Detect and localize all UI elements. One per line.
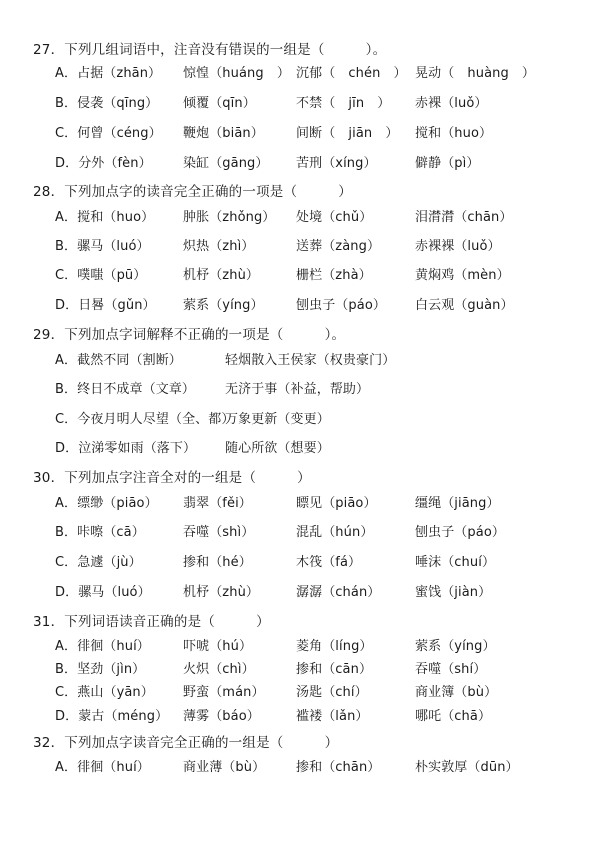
option-word: 刨虫子（páo）: [296, 298, 386, 313]
option-word: 不禁（ jīn ）: [296, 96, 391, 111]
option-word: 瞟见（piāo）: [296, 496, 377, 511]
option-word: 朴实敦厚（dūn）: [415, 760, 519, 775]
option-word: 翡翠（fěi）: [183, 496, 252, 511]
option-word: 掺和（hé）: [183, 555, 252, 570]
question-title: 32．下列加点字读音完全正确的一组是（ ）: [33, 735, 339, 751]
option-word: 机杼（zhù）: [183, 268, 260, 283]
option-word: 鞭炮（biān）: [183, 126, 264, 141]
question-title: 28．下列加点字的读音完全正确的一项是（ ）: [33, 184, 352, 200]
option-word: 间断（ jiān ）: [296, 126, 399, 141]
option-row-lead: A．搅和（huo）: [55, 210, 155, 225]
option-word: 赤裸裸（luǒ）: [415, 239, 501, 254]
question-title: 31．下列词语读音正确的是（ ）: [33, 614, 270, 630]
option-row-lead: D．日晷（gǔn）: [55, 298, 156, 313]
option-row-lead: A．徘徊（huí）: [55, 639, 150, 654]
option-word: 汤匙（chí）: [296, 685, 368, 700]
option-word: 野蛮（mán）: [183, 685, 265, 700]
option-row-lead: D．泣涕零如雨（落下）: [55, 441, 197, 456]
option-word: 沉郁（ chén ）: [296, 66, 407, 81]
option-word: 轻烟散入王侯家（权贵豪门）: [225, 353, 396, 368]
option-word: 倾覆（qīn）: [183, 96, 256, 111]
option-word: 赤裸（luǒ）: [415, 96, 488, 111]
option-word: 菱角（líng）: [296, 639, 373, 654]
option-word: 送葬（zàng）: [296, 239, 381, 254]
option-word: 褴褛（lǎn）: [296, 709, 369, 724]
option-word: 火炽（chì）: [183, 662, 255, 677]
option-row-lead: B．咔嚓（cā）: [55, 525, 145, 540]
option-word: 肿胀（zhǒng）: [183, 210, 276, 225]
option-word: 处境（chǔ）: [296, 210, 373, 225]
option-word: 吞噬（shì）: [183, 525, 255, 540]
option-word: 吓唬（hú）: [183, 639, 253, 654]
option-row-lead: C．噗嗤（pū）: [55, 268, 147, 283]
option-word: 混乱（hún）: [296, 525, 374, 540]
option-row-lead: C．今夜月明人尽望（全、都）: [55, 412, 235, 427]
option-row-lead: B．侵袭（qīng）: [55, 96, 159, 111]
option-word: 炽热（zhì）: [183, 239, 255, 254]
option-word: 木筏（fá）: [296, 555, 362, 570]
option-row-lead: D．骡马（luó）: [55, 585, 151, 600]
option-word: 僻静（pì）: [415, 156, 480, 171]
option-row-lead: B．终日不成章（文章）: [55, 382, 196, 397]
option-row-lead: A．徘徊（huí）: [55, 760, 150, 775]
option-row-lead: A．截然不同（割断）: [55, 353, 182, 368]
option-word: 掺和（cān）: [296, 662, 373, 677]
option-row-lead: A．缥缈（piāo）: [55, 496, 158, 511]
option-word: 白云观（guàn）: [415, 298, 514, 313]
option-word: 萦系（yíng）: [183, 298, 264, 313]
option-word: 苦刑（xíng）: [296, 156, 377, 171]
option-word: 机杼（zhù）: [183, 585, 260, 600]
option-row-lead: C．急遽（jù）: [55, 555, 142, 570]
question-title: 30．下列加点字注音全对的一组是（ ）: [33, 470, 311, 486]
option-word: 商业簿（bù）: [415, 685, 498, 700]
option-word: 唾沫（chuí）: [415, 555, 496, 570]
option-word: 掺和（chān）: [296, 760, 381, 775]
option-word: 晃动（ huàng ）: [415, 66, 536, 81]
option-word: 随心所欲（想要）: [225, 441, 330, 456]
option-word: 蜜饯（jiàn）: [415, 585, 492, 600]
option-row-lead: D．分外（fèn）: [55, 156, 152, 171]
option-row-lead: D．蒙古（méng）: [55, 709, 169, 724]
option-row-lead: C．燕山（yān）: [55, 685, 154, 700]
question-title: 29．下列加点字词解释不正确的一项是（ ）。: [33, 327, 346, 343]
option-row-lead: A．占据（zhān）: [55, 66, 162, 81]
option-word: 惊惶（huáng ）: [183, 66, 290, 81]
option-word: 刨虫子（páo）: [415, 525, 505, 540]
option-word: 商业薄（bù）: [183, 760, 266, 775]
question-title: 27．下列几组词语中，注音没有错误的一组是（ ）。: [33, 42, 387, 58]
option-row-lead: B．坚劲（jìn）: [55, 662, 146, 677]
option-word: 萦系（yíng）: [415, 639, 496, 654]
option-word: 栅栏（zhà）: [296, 268, 372, 283]
option-word: 泪潸潸（chān）: [415, 210, 513, 225]
option-word: 万象更新（变更）: [225, 412, 330, 427]
option-word: 无济于事（补益，帮助）: [225, 382, 370, 397]
option-word: 薄雾（báo）: [183, 709, 260, 724]
option-word: 黄焖鸡（mèn）: [415, 268, 510, 283]
option-row-lead: B．骡马（luó）: [55, 239, 150, 254]
option-word: 缰绳（jiāng）: [415, 496, 500, 511]
option-word: 搅和（huo）: [415, 126, 493, 141]
option-word: 染缸（gāng）: [183, 156, 269, 171]
option-row-lead: C．何曾（céng）: [55, 126, 162, 141]
option-word: 哪吒（chā）: [415, 709, 492, 724]
option-word: 潺潺（chán）: [296, 585, 381, 600]
option-word: 吞噬（shí）: [415, 662, 487, 677]
